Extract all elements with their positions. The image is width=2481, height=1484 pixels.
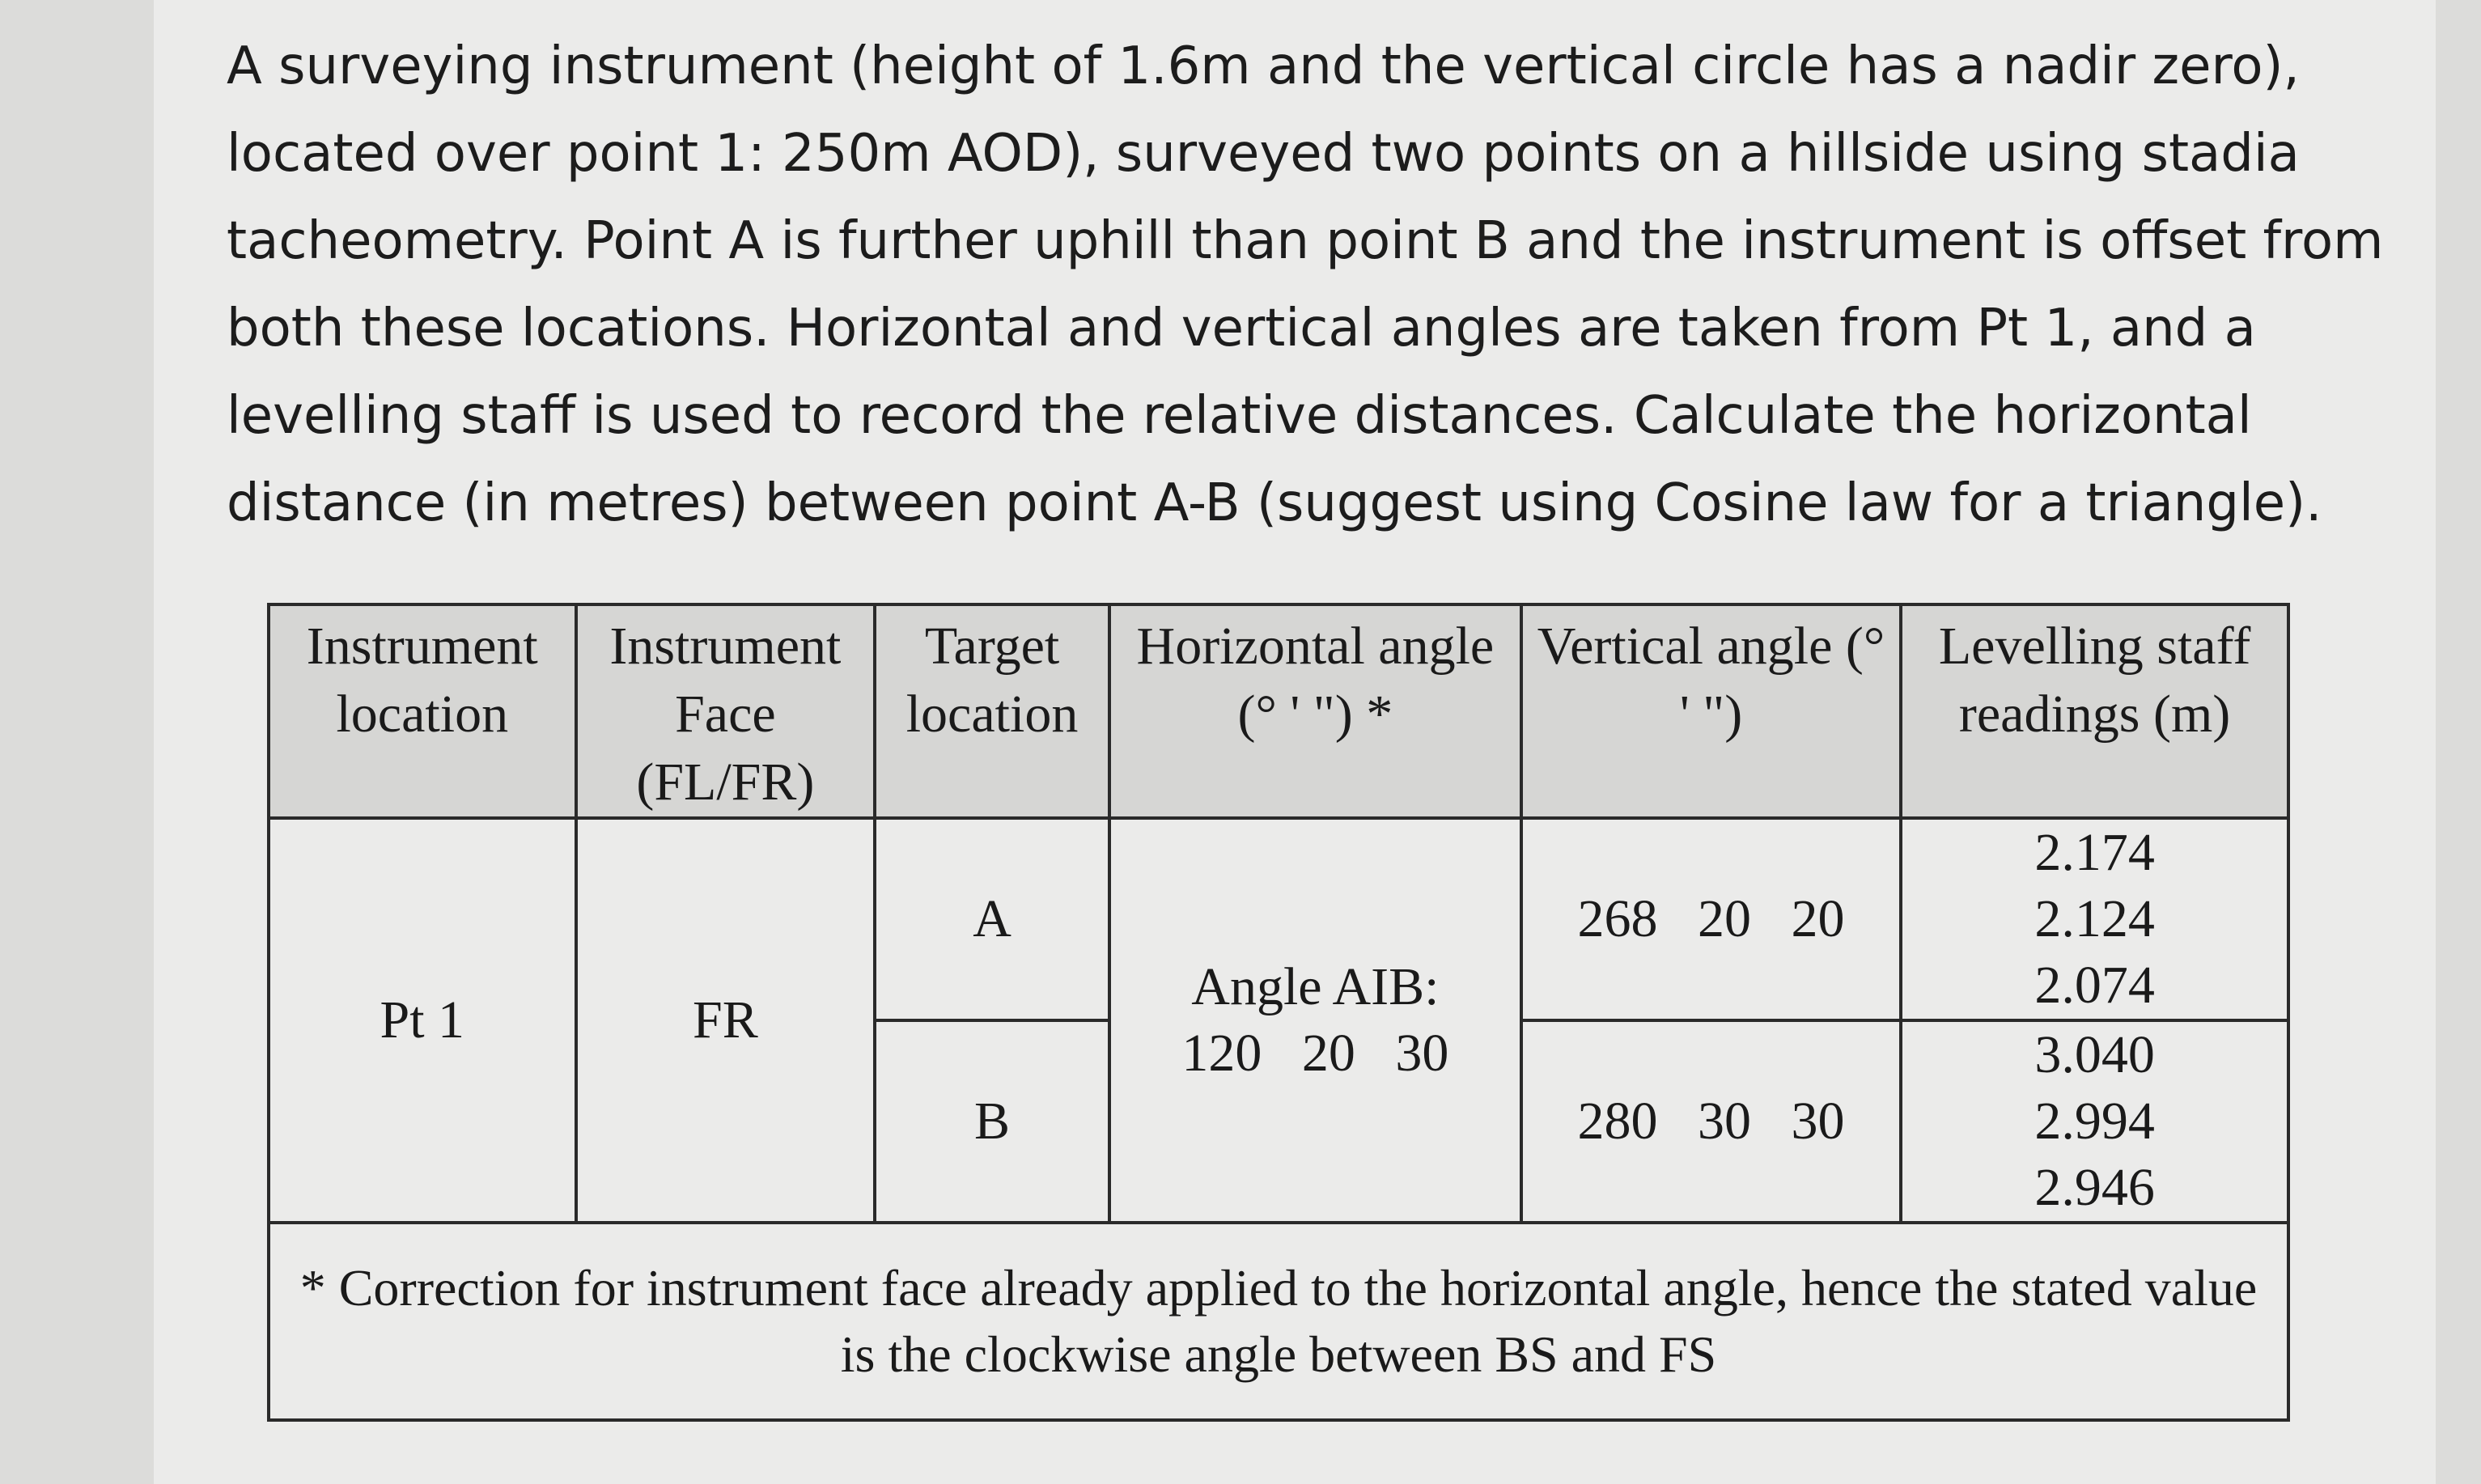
staff-readings-cell (1901, 818, 2288, 1020)
header-instrument-face: Instrument Face (FL/FR) (576, 604, 876, 818)
target-cell: B (875, 1020, 1109, 1223)
vertical-angle-cell: 268 20 20 (1521, 818, 1901, 1020)
header-staff-readings: Levelling staff readings (m) (1901, 604, 2288, 818)
header-instrument-location: Instrument location (269, 604, 576, 818)
table-note-row (269, 1223, 2288, 1420)
horizontal-angle-label: Angle AIB: (1191, 957, 1440, 1016)
horizontal-angle-value: 120 20 30 (1181, 1024, 1449, 1083)
staff-reading: 3.040 (2034, 1025, 2155, 1084)
header-horizontal-angle: Horizontal angle (° ' ") * (1109, 604, 1521, 818)
header-vertical-angle: Vertical angle (° ' ") (1521, 604, 1901, 818)
table-row (269, 818, 2288, 1020)
staff-reading: 2.174 (2034, 823, 2155, 882)
header-target-location: Target location (875, 604, 1109, 818)
question-text: A surveying instrument (height of 1.6m and the vertical circle has a nadir zero), located over point 1: 250m AOD), surveyed two points on a hillside using stadia tacheometry. Point A is further uphill than point B and the instrument is offset from both these locations. Horizontal and vertical angles are taken from Pt 1, and a levelling staff is used to record the relative distances. Calculate the horizontal distance (in metres) between point A-B (suggest using Cosine law for a triangle). (227, 36, 2384, 533)
survey-data-table (267, 603, 2290, 1422)
horizontal-angle-cell (1109, 818, 1521, 1223)
instrument-face-cell: FR (576, 818, 876, 1223)
table-header-row (269, 604, 2288, 818)
staff-readings-cell (1901, 1020, 2288, 1223)
target-cell: A (875, 818, 1109, 1020)
table-footnote: * Correction for instrument face already applied to the horizontal angle, hence the stated value is the clockwise angle between BS and FS (269, 1223, 2288, 1420)
staff-reading: 2.124 (2034, 889, 2155, 948)
staff-reading: 2.074 (2034, 956, 2155, 1015)
instrument-location-cell: Pt 1 (269, 818, 576, 1223)
vertical-angle-cell: 280 30 30 (1521, 1020, 1901, 1223)
staff-reading: 2.946 (2034, 1158, 2155, 1217)
staff-reading: 2.994 (2034, 1092, 2155, 1151)
